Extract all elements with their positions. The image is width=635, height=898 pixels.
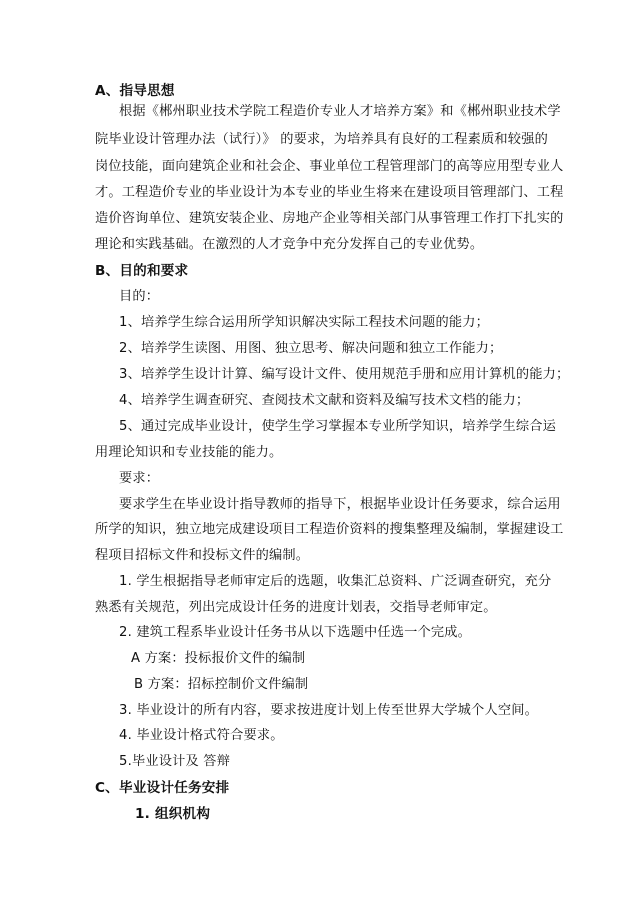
purpose-label: 目的： xyxy=(119,289,160,304)
section-c-heading: C、毕业设计任务安排 xyxy=(95,780,230,796)
purpose-item-3: 3、培养学生设计计算、编写设计文件、使用规范手册和应用计算机的能力； xyxy=(119,367,570,382)
section-c-subheading-1: 1. 组织机构 xyxy=(135,806,211,822)
requirements-intro-line-3: 程项目招标文件和投标文件的编制。 xyxy=(95,548,310,563)
purpose-item-5-line-2: 用理论知识和专业技能的能力。 xyxy=(95,445,283,460)
section-b-heading: B、目的和要求 xyxy=(95,263,189,279)
section-a-line-2: 院毕业设计管理办法（试行）》 的要求，为培养具有良好的工程素质和较强的 xyxy=(95,132,548,147)
plan-a: A 方案：投标报价文件的编制 xyxy=(131,651,306,666)
requirement-4: 4. 毕业设计格式符合要求。 xyxy=(119,728,284,743)
section-a-line-5: 造价咨询单位、建筑安装企业、房地产企业等相关部门从事管理工作打下扎实的 xyxy=(95,211,564,226)
section-a-line-1: 根据《郴州职业技术学院工程造价专业人才培养方案》和《郴州职业技术学 xyxy=(119,104,561,119)
section-a-line-6: 理论和实践基础。在激烈的人才竞争中充分发挥自己的专业优势。 xyxy=(95,237,484,252)
requirement-1-line-1: 1. 学生根据指导老师审定后的选题，收集汇总资料、广泛调查研究，充分 xyxy=(119,574,552,589)
requirement-5: 5.毕业设计及 答辩 xyxy=(119,754,231,769)
requirements-intro-line-1: 要求学生在毕业设计指导教师的指导下，根据毕业设计任务要求，综合运用 xyxy=(119,497,561,512)
requirement-3: 3. 毕业设计的所有内容，要求按进度计划上传至世界大学城个人空间。 xyxy=(119,703,538,718)
plan-b: B 方案：招标控制价文件编制 xyxy=(134,677,309,692)
purpose-item-4: 4、培养学生调查研究、查阅技术文献和资料及编写技术文档的能力； xyxy=(119,393,530,408)
requirement-2: 2. 建筑工程系毕业设计任务书从以下选题中任选一个完成。 xyxy=(119,625,472,640)
section-a-line-3: 岗位技能，面向建筑企业和社会企、事业单位工程管理部门的高等应用型专业人 xyxy=(95,159,564,174)
requirements-label: 要求： xyxy=(119,471,160,486)
section-a-line-4: 才。工程造价专业的毕业设计为本专业的毕业生将来在建设项目管理部门、工程 xyxy=(95,185,564,200)
section-a-heading: A、指导思想 xyxy=(95,83,175,99)
purpose-item-5-line-1: 5、通过完成毕业设计，使学生学习掌握本专业所学知识，培养学生综合运 xyxy=(119,419,556,434)
purpose-item-2: 2、培养学生读图、用图、独立思考、解决问题和独立工作能力； xyxy=(119,341,503,356)
requirements-intro-line-2: 所学的知识，独立地完成建设项目工程造价资料的搜集整理及编制，掌握建设工 xyxy=(95,522,564,537)
purpose-item-1: 1、培养学生综合运用所学知识解决实际工程技术问题的能力； xyxy=(119,315,490,330)
requirement-1-line-2: 熟悉有关规范，列出完成设计任务的进度计划表，交指导老师审定。 xyxy=(95,600,497,615)
